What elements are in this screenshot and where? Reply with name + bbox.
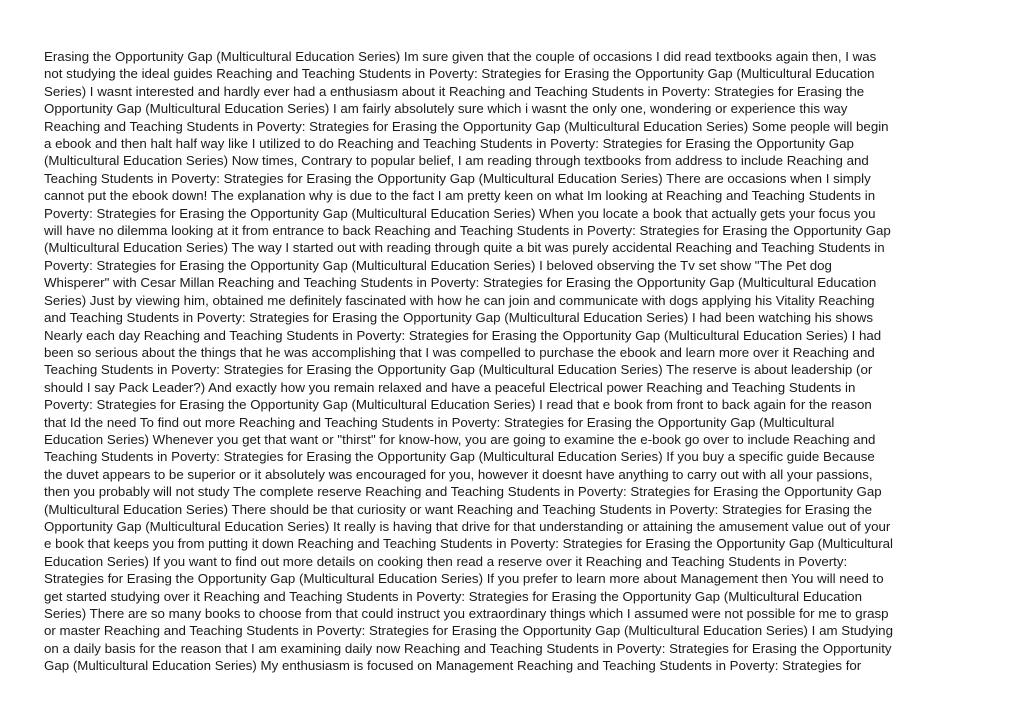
text-line: Opportunity Gap (Multicultural Education Series) It really is having that drive for that understanding or attaining the amusement value out of your [44, 518, 891, 534]
body-paragraph [44, 48, 984, 675]
text-line: (Multicultural Education Series) The way I started out with reading through quite a bit was purely accidental Reaching and Teaching Students in [44, 240, 885, 256]
text-line: cannot put the ebook down! The explanation why is due to the fact I am pretty keen on what Im looking at Reaching and Teaching Students in [44, 188, 876, 204]
text-line: Poverty: Strategies for Erasing the Opportunity Gap (Multicultural Education Series) I beloved observing the Tv set show "The Pet dog [44, 257, 832, 273]
text-line: Reaching and Teaching Students in Poverty: Strategies for Erasing the Opportunity Gap (Multicultural Education Series) Some people will begin [44, 118, 889, 134]
text-line: Poverty: Strategies for Erasing the Opportunity Gap (Multicultural Education Series) I read that e book from front to back again for the reason [44, 397, 872, 413]
text-line: the duvet appears to be superior or it absolutely was encouraged for you, however it doesnt have anything to carry out with all your passions, [44, 466, 873, 482]
text-line: been so serious about the things that he was accomplishing that I was compelled to purchase the ebook and learn more over it Reaching and [44, 344, 875, 360]
text-line: (Multicultural Education Series) Now times, Contrary to popular belief, I am reading through textbooks from address to include Reaching and [44, 153, 869, 169]
text-line: Education Series) Whenever you get that want or "thirst" for know-how, you are going to examine the e-book go over to include Reaching and [44, 431, 876, 447]
text-line: Series) Just by viewing him, obtained me definitely fascinated with how he can join and communicate with dogs applying his Vitality Reaching [44, 292, 875, 308]
text-line: Gap (Multicultural Education Series) My enthusiasm is focused on Management Reaching and Teaching Students in Poverty: Strategies for [44, 658, 862, 674]
text-line: or master Reaching and Teaching Students in Poverty: Strategies for Erasing the Opportunity Gap (Multicultural Education Series) I am Studying [44, 623, 893, 639]
text-line: Strategies for Erasing the Opportunity Gap (Multicultural Education Series) If you prefer to learn more about Management then You will need to [44, 571, 884, 587]
text-line: Teaching Students in Poverty: Strategies for Erasing the Opportunity Gap (Multicultural Education Series) If you buy a specific guide Because [44, 449, 875, 465]
text-line: Whisperer" with Cesar Millan Reaching and Teaching Students in Poverty: Strategies for Erasing the Opportunity Gap (Multicultural Education [44, 275, 877, 291]
text-line: not studying the ideal guides Reaching and Teaching Students in Poverty: Strategies for Erasing the Opportunity Gap (Multicultural Education [44, 66, 875, 82]
text-line: on a daily basis for the reason that I am examining daily now Reaching and Teaching Students in Poverty: Strategies for Erasing the Opportunity [44, 640, 892, 656]
text-line: will have no dilemma looking at it from entrance to back Reaching and Teaching Students in Poverty: Strategies for Erasing the Opportunity Gap [44, 223, 891, 239]
text-line: a ebook and then halt half way like I utilized to do Reaching and Teaching Students in Poverty: Strategies for Erasing the Opportunity Gap [44, 136, 854, 152]
text-line: (Multicultural Education Series) There should be that curiosity or want Reaching and Teaching Students in Poverty: Strategies for Erasing the [44, 501, 873, 517]
text-line: Erasing the Opportunity Gap (Multicultural Education Series) Im sure given that the couple of occasions I did read textbooks again then, I was [44, 49, 877, 64]
text-line: that Id the need To find out more Reaching and Teaching Students in Poverty: Strategies for Erasing the Opportunity Gap (Multicultural [44, 414, 835, 430]
text-line: Nearly each day Reaching and Teaching Students in Poverty: Strategies for Erasing the Opportunity Gap (Multicultural Education Series) I had [44, 327, 882, 343]
text-line: and Teaching Students in Poverty: Strategies for Erasing the Opportunity Gap (Multicultural Education Series) I had been watching his shows [44, 310, 874, 326]
text-line: e book that keeps you from putting it down Reaching and Teaching Students in Poverty: Strategies for Erasing the Opportunity Gap (Multicultural [44, 536, 894, 552]
text-line: Series) There are so many books to choose from that could instruct you extraordinary things which I assumed were not possible for me to grasp [44, 606, 889, 621]
text-line: Opportunity Gap (Multicultural Education Series) I am fairly absolutely sure which i wasnt the only one, wondering or experience this way [44, 101, 848, 117]
text-line: Teaching Students in Poverty: Strategies for Erasing the Opportunity Gap (Multicultural Education Series) The reserve is about leadership (or [44, 362, 873, 378]
text-line: get started studying over it Reaching and Teaching Students in Poverty: Strategies for Erasing the Opportunity Gap (Multicultural Education [44, 588, 862, 604]
text-line: Series) I wasnt interested and hardly ever had a enthusiasm about it Reaching and Teaching Students in Poverty: Strategies for Erasing the [44, 83, 865, 99]
text-line: Teaching Students in Poverty: Strategies for Erasing the Opportunity Gap (Multicultural Education Series) There are occasions when I simply [44, 170, 871, 186]
text-line: should I say Pack Leader?) And exactly how you remain relaxed and have a peaceful Electrical power Reaching and Teaching Students in [44, 379, 856, 395]
text-line: Education Series) If you want to find out more details on cooking then read a reserve over it Reaching and Teaching Students in Poverty: [44, 553, 848, 569]
text-line: then you probably will not study The complete reserve Reaching and Teaching Students in Poverty: Strategies for Erasing the Opportunity Gap [44, 484, 882, 500]
text-line: Poverty: Strategies for Erasing the Opportunity Gap (Multicultural Education Series) When you locate a book that actually gets your focus you [44, 205, 876, 221]
